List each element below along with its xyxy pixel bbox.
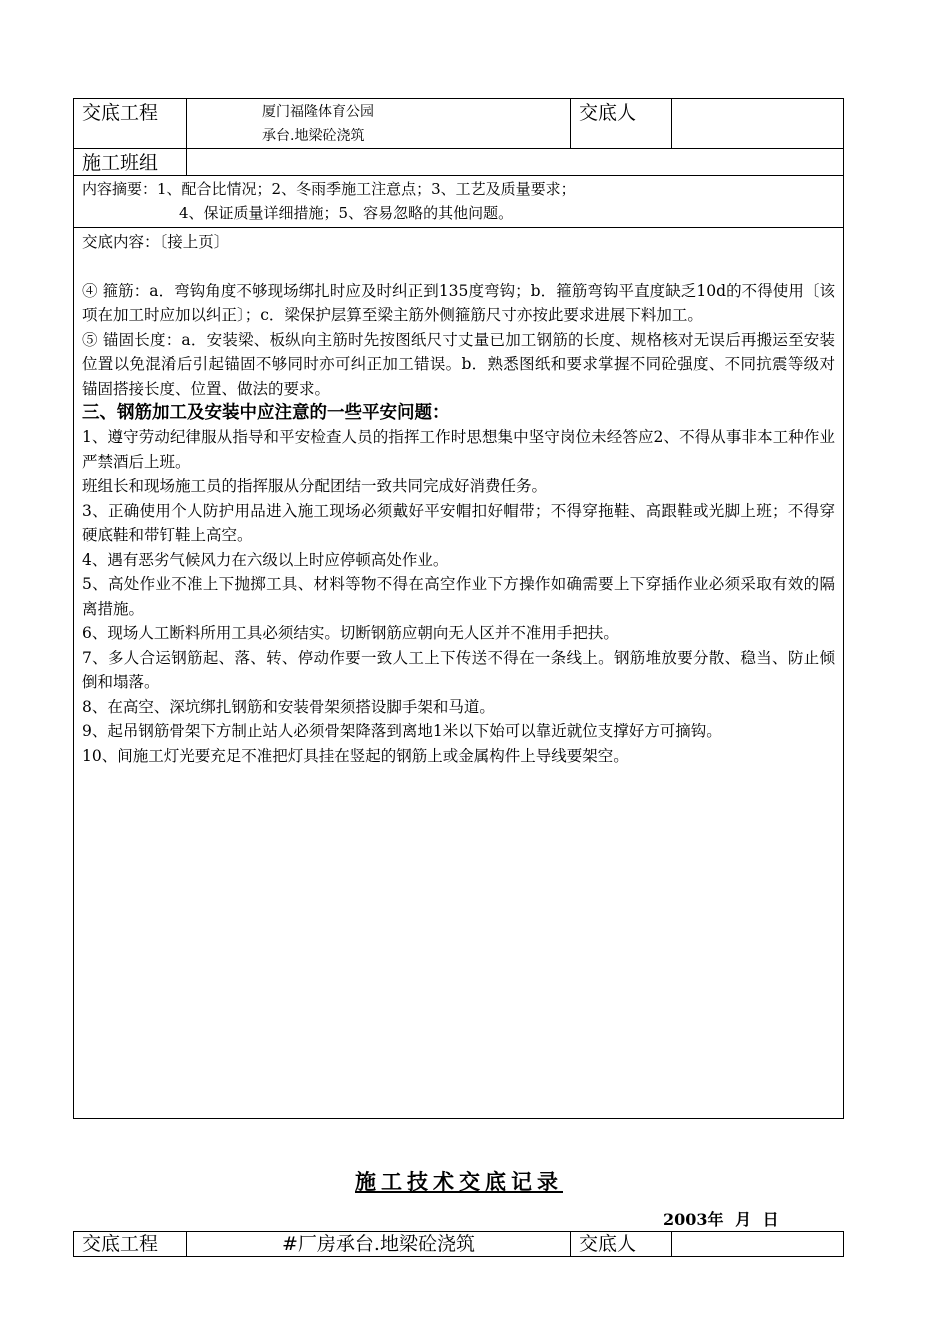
project-name [187, 99, 571, 149]
paragraph-anchorage: ⑤ 锚固长度：a．安装梁、板纵向主筋时先按图纸尺寸丈量已加工钢筋的长度、规格核对无误后再搬运至安装位置以免混淆后引起锚固不够同时亦可纠正加工错误。b．熟悉图纸和要求掌握不同砼强度、不同抗震等级对锚固搭接长度、位置、做法的要求。 [82, 330, 835, 398]
list-item: 1、遵守劳动纪律服从指导和平安检查人员的指挥工作时思想集中坚守岗位未经答应2、不得从事非本工种作业严禁酒后上班。 [82, 428, 835, 471]
list-item: 7、多人合运钢筋起、落、转、停动作要一致人工上下传送不得在一条线上。钢筋堆放要分散、稳当、防止倾倒和塌落。 [82, 648, 835, 691]
list-item: 3、正确使用个人防护用品进入施工现场必须戴好平安帽扣好帽带；不得穿拖鞋、高跟鞋或光脚上班；不得穿硬底鞋和带钉鞋上高空。 [82, 501, 835, 544]
summary-line1: 内容摘要：1、配合比情况；2、冬雨季施工注意点；3、工艺及质量要求； [82, 180, 576, 198]
record-date: 2003年 月 日 [663, 1210, 779, 1229]
label-presenter: 交底人 [571, 99, 672, 149]
presenter-value-2 [672, 1232, 844, 1257]
project-value-2: #厂房承台.地梁砼浇筑 [187, 1232, 571, 1257]
team-value [187, 149, 844, 176]
project-line1: 厦门福隆体育公园 [262, 104, 374, 120]
list-item: 5、高处作业不准上下抛掷工具、材料等物不得在高空作业下方操作如确需要上下穿插作业必须采取有效的隔离措施。 [82, 575, 835, 618]
record-title [0, 1166, 918, 1196]
list-item: 8、在高空、深坑绑扎钢筋和安装骨架须搭设脚手架和马道。 [82, 697, 495, 716]
summary-line2: 4、保证质量详细措施；5、容易忽略的其他问题。 [179, 204, 514, 222]
label-presenter-2: 交底人 [571, 1232, 672, 1257]
list-item: 6、现场人工断料所用工具必须结实。切断钢筋应朝向无人区并不准用手把扶。 [82, 624, 619, 642]
label-project-2: 交底工程 [74, 1232, 187, 1257]
list-item: 9、起吊钢筋骨架下方制止站人必须骨架降落到离地1米以下始可以靠近就位支撑好方可摘钩。 [82, 722, 722, 740]
paragraph-stirrup: ④ 箍筋：a．弯钩角度不够现场绑扎时应及时纠正到135度弯钩；b．箍筋弯钩平直度缺乏10d的不得使用〔该项在加工时应加以纠正〕；c．梁保护层算至梁主筋外侧箍筋尺寸亦按此要求进展下料加工。 [82, 281, 835, 324]
section-heading: 三、钢筋加工及安装中应注意的一些平安问题： [82, 403, 450, 423]
disclosure-content [74, 228, 844, 1119]
list-item: 班组长和现场施工员的指挥服从分配团结一致共同完成好消费任务。 [82, 477, 548, 495]
presenter-value [672, 99, 844, 149]
project-line2: 承台.地梁砼浇筑 [262, 128, 365, 144]
list-item: 4、遇有恶劣气候风力在六级以上时应停顿高处作业。 [82, 550, 449, 569]
disclosure-table-bottom [73, 1231, 844, 1257]
disclosure-table-top [73, 98, 844, 1119]
list-item: 10、间施工灯光要充足不准把灯具挂在竖起的钢筋上或金属构件上导线要架空。 [82, 746, 629, 765]
label-team: 施工班组 [74, 149, 187, 176]
label-project: 交底工程 [74, 99, 187, 149]
content-summary [74, 176, 844, 228]
content-label: 交底内容：〔接上页〕 [82, 233, 230, 251]
record-title-text: 施工技术交底记录 [355, 1170, 563, 1194]
